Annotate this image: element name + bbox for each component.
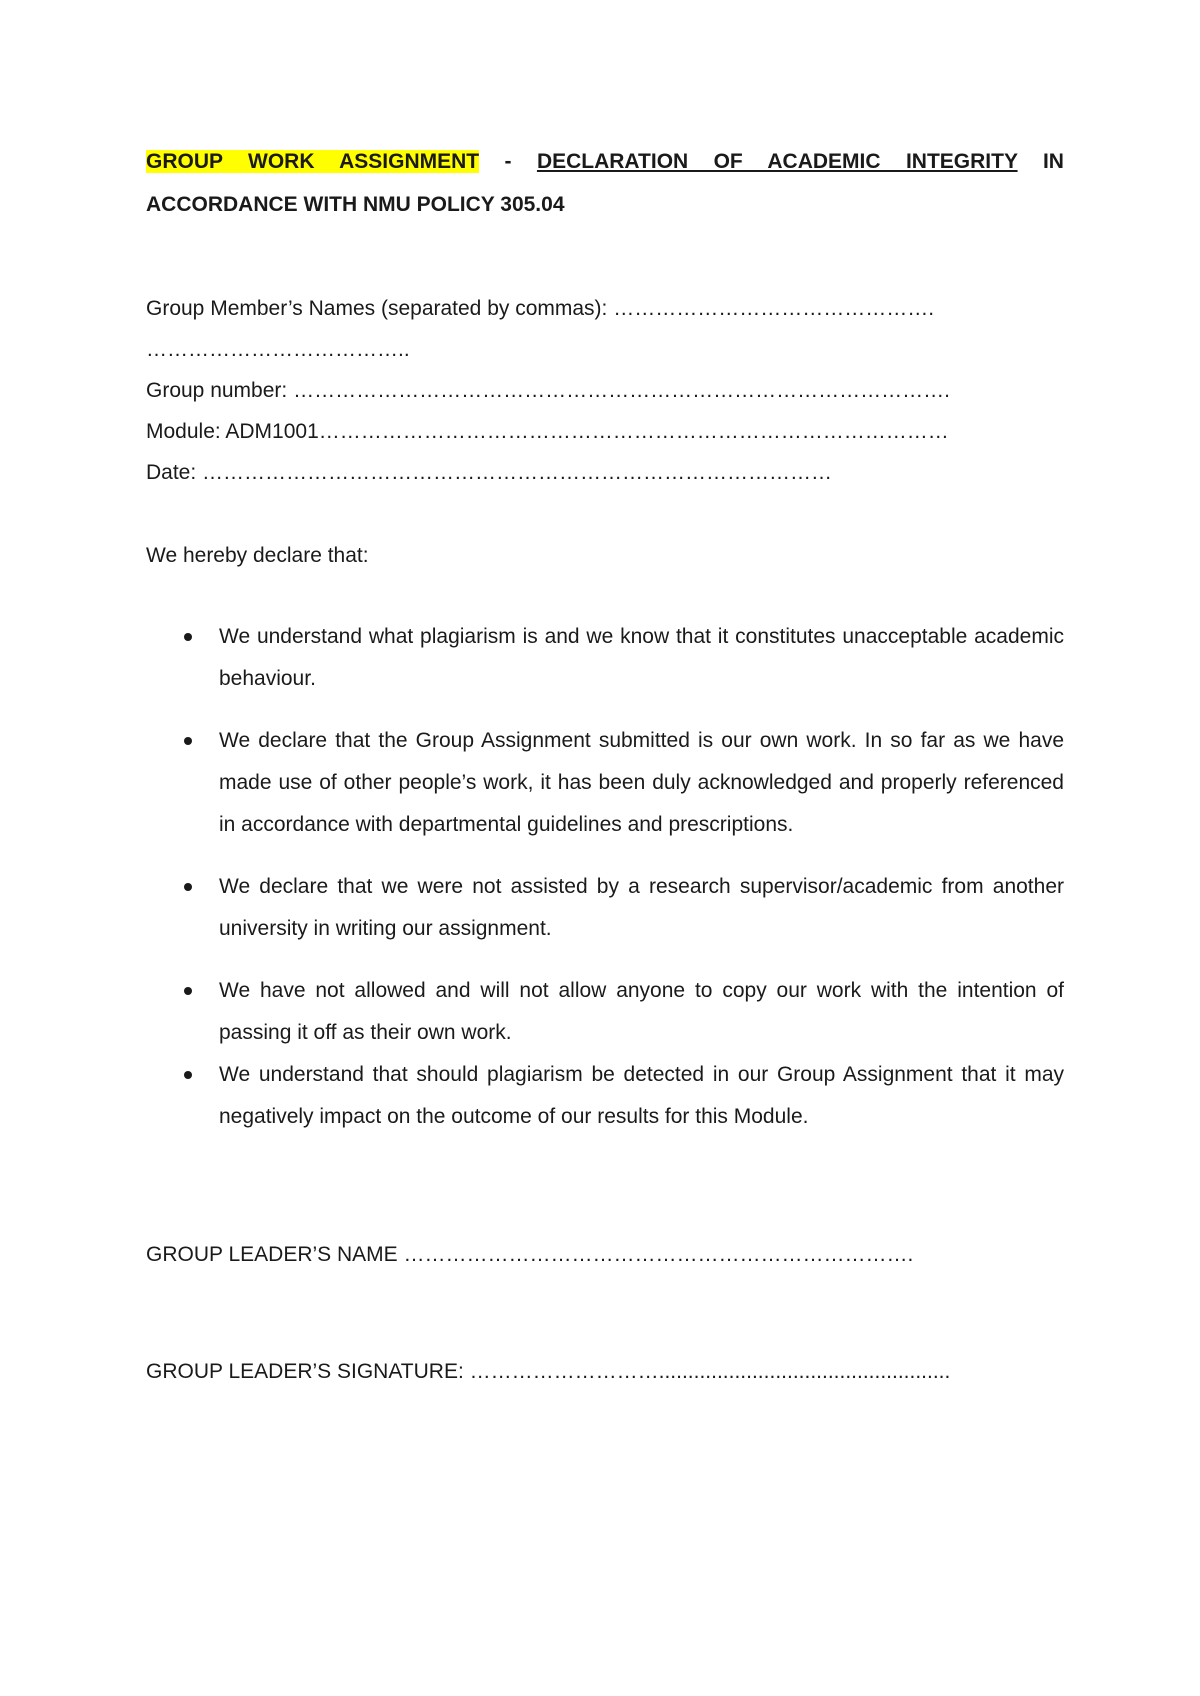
declaration-item [146, 720, 1064, 846]
declaration-item [146, 866, 1064, 950]
title-declaration-academic-integrity: DECLARATION OF ACADEMIC INTEGRITY [536, 150, 1018, 173]
group-info-fields [146, 288, 1064, 493]
declaration-intro: We hereby declare that: [146, 544, 369, 567]
title-group-work-assignment: GROUP WORK ASSIGNMENT [146, 150, 480, 173]
document-title [146, 140, 1064, 226]
bullet-icon [184, 987, 192, 995]
date-field: Date: ……………………………………………………………………………… [146, 461, 833, 484]
group-leader-name-field: GROUP LEADER’S NAME ………………………………………………………………. [146, 1243, 914, 1266]
bullet-icon [184, 1071, 192, 1079]
declaration-item [146, 1054, 1064, 1138]
declaration-list [146, 616, 1064, 1138]
bullet-icon [184, 633, 192, 641]
bullet-icon [184, 737, 192, 745]
declaration-text: We understand what plagiarism is and we know that it constitutes unacceptable academic behaviour. [219, 625, 1064, 690]
declaration-item [146, 970, 1064, 1054]
bullet-icon [184, 883, 192, 891]
document-page [146, 140, 1064, 1392]
group-number-field: Group number: …………………………………………………………………………………. [146, 379, 950, 402]
declaration-text: We declare that we were not assisted by a research supervisor/academic from another university in writing our assignment. [219, 875, 1064, 940]
title-separator: - [479, 150, 537, 173]
group-members-field-continued: ……………………………….. [146, 338, 410, 361]
declaration-item [146, 616, 1064, 700]
declaration-text: We understand that should plagiarism be detected in our Group Assignment that it may negatively impact on the outcome of our results for this Module. [219, 1063, 1064, 1128]
group-members-field: Group Member’s Names (separated by commas): ………………………………………. [146, 297, 935, 320]
title-policy-reference: IN ACCORDANCE WITH NMU POLICY 305.04 [146, 150, 1064, 216]
group-leader-signature-field: GROUP LEADER’S SIGNATURE: ……………………….................................................. [146, 1360, 951, 1383]
declaration-text: We declare that the Group Assignment submitted is our own work. In so far as we have made use of other people’s work, it has been duly acknowledged and properly referenced in accordance with departmental guidelines and prescriptions. [219, 729, 1064, 836]
module-field: Module: ADM1001……………………………………………………………………………… [146, 420, 949, 443]
declaration-text: We have not allowed and will not allow anyone to copy our work with the intention of passing it off as their own work. [219, 979, 1064, 1044]
